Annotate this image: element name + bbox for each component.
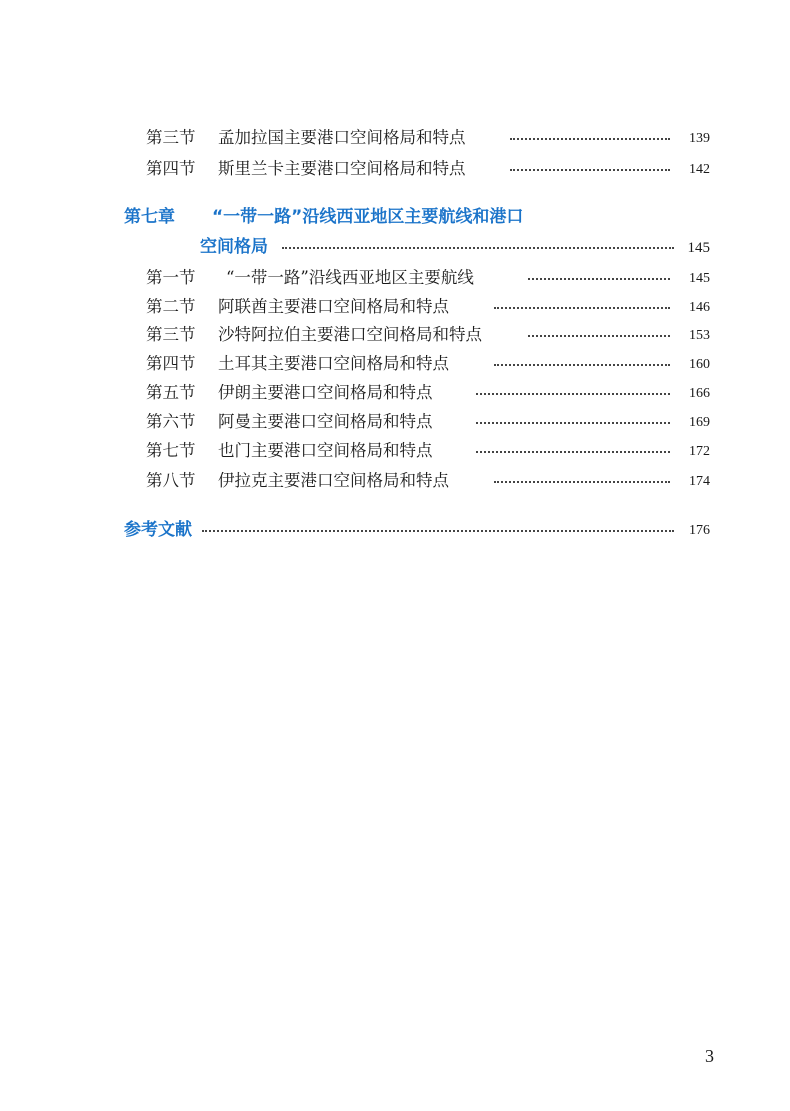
section-title: 阿曼主要港口空间格局和特点: [218, 412, 433, 431]
page-number: 139: [689, 131, 710, 146]
section-label: 第二节: [146, 297, 196, 316]
section-title: 伊拉克主要港口空间格局和特点: [218, 471, 449, 490]
section-label: 第五节: [146, 383, 196, 402]
section-title: 孟加拉国主要港口空间格局和特点: [218, 128, 466, 147]
toc-entry: [0, 266, 790, 290]
references-label: 参考文献: [124, 520, 192, 540]
references-entry: [0, 518, 790, 542]
chapter-title-line2: 空间格局: [200, 237, 268, 257]
page-number: 169: [689, 415, 710, 430]
section-title: 也门主要港口空间格局和特点: [218, 441, 433, 460]
page-number: 176: [689, 523, 710, 538]
folio-page-number: 3: [705, 1046, 714, 1066]
toc-entry: [0, 439, 790, 463]
dot-leader: [528, 278, 670, 280]
page-number: 172: [689, 444, 710, 459]
dot-leader: [282, 247, 674, 249]
chapter-heading-line2: [0, 235, 790, 259]
chapter-title-line1: “一带一路”沿线西亚地区主要航线和港口: [212, 207, 524, 227]
toc-entry: [0, 323, 790, 347]
dot-leader: [476, 422, 670, 424]
dot-leader: [476, 393, 670, 395]
page-number: 166: [689, 386, 710, 401]
dot-leader: [494, 364, 670, 366]
section-label: 第四节: [146, 354, 196, 373]
section-label: 第八节: [146, 471, 196, 490]
chapter-heading: [0, 205, 790, 229]
section-title: 阿联酋主要港口空间格局和特点: [218, 297, 449, 316]
section-label: 第一节: [146, 268, 196, 287]
chapter-label: 第七章: [124, 207, 175, 227]
section-title: 土耳其主要港口空间格局和特点: [218, 354, 449, 373]
dot-leader: [202, 530, 674, 532]
section-label: 第六节: [146, 412, 196, 431]
page-number: 145: [687, 240, 710, 256]
toc-entry: [0, 126, 790, 150]
toc-entry: [0, 381, 790, 405]
page-number: 174: [689, 474, 710, 489]
dot-leader: [510, 169, 670, 171]
toc-entry: [0, 157, 790, 181]
dot-leader: [494, 307, 670, 309]
page-number: 153: [689, 328, 710, 343]
toc-entry: [0, 295, 790, 319]
dot-leader: [494, 481, 670, 483]
section-label: 第三节: [146, 325, 196, 344]
page-number: 145: [689, 271, 710, 286]
section-title: “一带一路”沿线西亚地区主要航线: [226, 268, 474, 287]
section-title: 伊朗主要港口空间格局和特点: [218, 383, 433, 402]
section-label: 第七节: [146, 441, 196, 460]
toc-entry: [0, 352, 790, 376]
section-title: 斯里兰卡主要港口空间格局和特点: [218, 159, 466, 178]
section-title: 沙特阿拉伯主要港口空间格局和特点: [218, 325, 482, 344]
dot-leader: [510, 138, 670, 140]
dot-leader: [528, 335, 670, 337]
page-number: 142: [689, 162, 710, 177]
section-label: 第四节: [146, 159, 196, 178]
section-label: 第三节: [146, 128, 196, 147]
dot-leader: [476, 451, 670, 453]
toc-entry: [0, 410, 790, 434]
page-number: 160: [689, 357, 710, 372]
toc-entry: [0, 469, 790, 493]
page-number: 146: [689, 300, 710, 315]
